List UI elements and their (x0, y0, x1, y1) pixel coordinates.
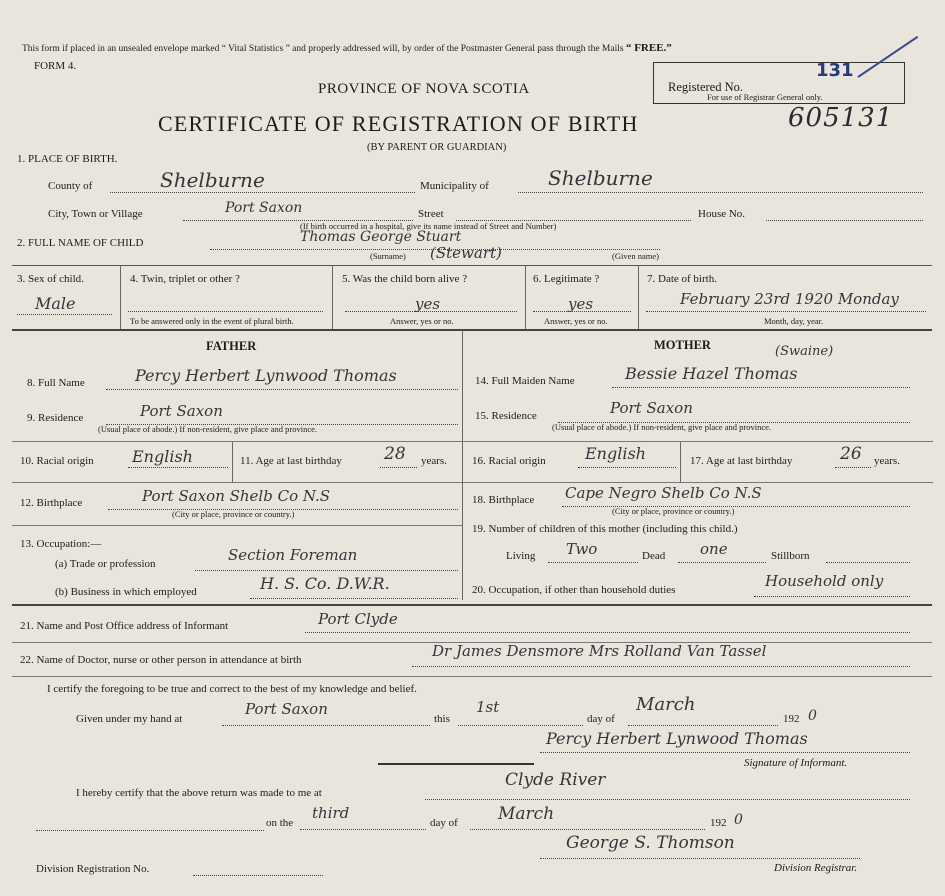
dead-label: Dead (642, 550, 666, 562)
free-label: “ FREE.” (625, 42, 672, 54)
certificate-subtitle: (BY PARENT OR GUARDIAN) (367, 142, 507, 153)
surname-label: (Surname) (370, 251, 406, 261)
registrar-year-prefix: 192 (710, 817, 727, 829)
father-rule (12, 525, 462, 526)
dob-label: 7. Date of birth. (647, 273, 717, 285)
father-age-value: 28 (384, 444, 406, 464)
father-birthplace-value: Port Saxon Shelb Co N.S (142, 487, 331, 505)
informant-signature-label: Signature of Informant. (744, 757, 848, 769)
given-place-line (222, 725, 430, 726)
father-rule (12, 441, 462, 442)
twin-note: To be answered only in the event of plural birth. (130, 316, 294, 326)
stillborn-label: Stillborn (771, 550, 810, 562)
division-registration-label: Division Registration No. (36, 863, 150, 875)
house-no-label: House No. (698, 208, 746, 220)
mother-rule (463, 482, 933, 483)
mother-age-value: 26 (840, 444, 862, 464)
registrar-signature-line (540, 858, 860, 859)
father-birthplace-note: (City or place, province or country.) (172, 509, 295, 519)
father-name-value: Percy Herbert Lynwood Thomas (135, 366, 397, 385)
certificate-title: CERTIFICATE OF REGISTRATION OF BIRTH (158, 111, 639, 136)
parents-divider (462, 330, 463, 600)
doctor-label: 22. Name of Doctor, nurse or other person in attendance at birth (20, 654, 302, 666)
legitimate-label: 6. Legitimate ? (533, 273, 600, 285)
registered-no-value: 131 (816, 60, 854, 81)
divider (525, 266, 526, 329)
registrar-year-suffix: 0 (734, 812, 743, 828)
sex-line (17, 314, 112, 315)
father-racial-value: English (132, 447, 193, 466)
municipality-label: Municipality of (420, 180, 489, 192)
legitimate-line (533, 311, 631, 312)
informant-value: Port Clyde (318, 610, 398, 628)
mother-children-label: 19. Number of children of this mother (including this child.) (472, 523, 738, 535)
registrar-leader-line (36, 830, 264, 831)
father-trade-line (195, 570, 458, 571)
registrar-place-line (425, 799, 910, 800)
city-value: Port Saxon (225, 200, 303, 216)
month-line (628, 725, 778, 726)
given-place-value: Port Saxon (245, 700, 328, 718)
legitimate-note: Answer, yes or no. (544, 316, 608, 326)
registrar-month-value: March (498, 804, 555, 824)
father-occupation-label: 13. Occupation:— (20, 538, 102, 550)
mother-name-line (612, 387, 910, 388)
father-rule (12, 482, 462, 483)
mail-notice (22, 42, 672, 54)
registrar-day-value: third (312, 804, 350, 822)
mother-occupation-line (754, 596, 910, 597)
father-birthplace-label: 12. Birthplace (20, 497, 83, 509)
mother-racial-line (578, 467, 676, 468)
division-registrar-label: Division Registrar. (774, 862, 858, 874)
cert-month-value: March (636, 694, 696, 715)
mother-birthplace-note: (City or place, province or country.) (612, 506, 735, 516)
street-label: Street (418, 208, 444, 220)
father-racial-label: 10. Racial origin (20, 455, 94, 467)
registrar-day-of-label: day of (430, 817, 458, 829)
street-note: (If birth occurred in a hospital, give its name instead of Street and Number) (300, 221, 557, 231)
province-heading: PROVINCE OF NOVA SCOTIA (318, 81, 530, 97)
father-residence-note: (Usual place of abode.) If non-resident, give place and province. (98, 424, 318, 434)
dob-value: February 23rd 1920 Monday (680, 290, 899, 308)
mother-occupation-value: Household only (765, 572, 884, 590)
twin-label: 4. Twin, triplet or other ? (130, 273, 240, 285)
mother-name-value: Bessie Hazel Thomas (625, 364, 798, 383)
city-label: City, Town or Village (48, 208, 143, 220)
divider (120, 266, 121, 329)
dead-line (678, 562, 766, 563)
mother-racial-value: English (585, 444, 646, 463)
separator-rule (378, 763, 534, 765)
informant-line (305, 632, 910, 633)
mother-racial-label: 16. Racial origin (472, 455, 546, 467)
doctor-line (412, 666, 910, 667)
mother-maiden-extra: (Swaine) (775, 344, 834, 359)
county-value: Shelburne (160, 168, 265, 192)
divider (232, 442, 233, 482)
day-line (458, 725, 583, 726)
child-name-value: Thomas George Stuart (300, 229, 462, 245)
house-no-line (766, 220, 923, 221)
father-residence-label: 9. Residence (27, 412, 84, 424)
dead-value: one (700, 540, 728, 558)
registrar-day-line (300, 829, 426, 830)
section-rule (12, 676, 932, 677)
registrar-use-note: For use of Registrar General only. (707, 92, 823, 102)
father-age-line (380, 467, 417, 468)
alive-value: yes (415, 295, 441, 313)
dob-line (646, 311, 926, 312)
informant-signature: Percy Herbert Lynwood Thomas (546, 729, 808, 748)
father-business-value: H. S. Co. D.W.R. (260, 574, 390, 593)
father-business-label: (b) Business in which employed (55, 586, 197, 598)
mother-heading: MOTHER (654, 338, 711, 352)
certification-statement: I certify the foregoing to be true and correct to the best of my knowledge and belief. (47, 683, 417, 695)
living-line (548, 562, 638, 563)
municipality-value: Shelburne (548, 166, 653, 190)
divider (680, 442, 681, 482)
row-top-rule (12, 265, 932, 266)
given-name-label: (Given name) (612, 251, 659, 261)
divider (332, 266, 333, 329)
county-label: County of (48, 180, 93, 192)
place-of-birth-label: 1. PLACE OF BIRTH. (17, 153, 118, 165)
registrar-month-line (470, 829, 705, 830)
father-trade-value: Section Foreman (228, 546, 358, 564)
certificate-number: 605131 (788, 103, 894, 133)
day-of-label: day of (587, 713, 615, 725)
form-number: FORM 4. (34, 60, 77, 72)
father-heading: FATHER (206, 339, 257, 353)
mother-rule (463, 441, 933, 442)
divider (638, 266, 639, 329)
father-age-label: 11. Age at last birthday (240, 455, 342, 467)
father-trade-label: (a) Trade or profession (55, 558, 156, 570)
given-label: Given under my hand at (76, 713, 183, 725)
cert-year-suffix: 0 (808, 708, 817, 724)
stillborn-line (826, 562, 910, 563)
registrar-signature: George S. Thomson (566, 833, 735, 853)
alive-note: Answer, yes or no. (390, 316, 454, 326)
mother-residence-note: (Usual place of abode.) If non-resident, give place and province. (552, 422, 772, 432)
mother-residence-label: 15. Residence (475, 410, 537, 422)
sex-label: 3. Sex of child. (17, 273, 84, 285)
mail-notice-text: This form if placed in an unsealed envelope marked “ Vital Statistics ” and properly addressed will, by order of the Postmaster General pass through the Mails (22, 44, 624, 54)
county-line (110, 192, 415, 193)
father-name-line (106, 389, 458, 390)
mother-birthplace-value: Cape Negro Shelb Co N.S (565, 484, 762, 502)
father-business-line (250, 598, 458, 599)
registrar-statement: I hereby certify that the above return was made to me at (76, 787, 322, 799)
municipality-line (518, 192, 923, 193)
mother-years-label: years. (874, 455, 900, 467)
living-label: Living (506, 550, 536, 562)
registrar-place-value: Clyde River (505, 770, 606, 790)
alive-label: 5. Was the child born alive ? (342, 273, 468, 285)
mother-birthplace-label: 18. Birthplace (472, 494, 535, 506)
mother-residence-value: Port Saxon (610, 399, 693, 417)
father-racial-line (128, 467, 228, 468)
alive-line (345, 311, 517, 312)
mother-occupation-label: 20. Occupation, if other than household duties (472, 584, 676, 596)
father-years-label: years. (421, 455, 447, 467)
father-residence-value: Port Saxon (140, 402, 223, 420)
cert-day-value: 1st (476, 698, 500, 716)
child-name-label: 2. FULL NAME OF CHILD (17, 237, 144, 249)
child-surname-value: (Stewart) (430, 244, 502, 262)
living-value: Two (566, 540, 598, 558)
dob-note: Month, day, year. (764, 316, 824, 326)
registered-no-label: Registered No. (668, 80, 743, 94)
row-bottom-rule (12, 329, 932, 331)
this-label: this (434, 713, 450, 725)
cert-year-prefix: 192 (783, 713, 800, 725)
mother-age-line (835, 467, 871, 468)
division-registration-line (193, 875, 323, 876)
section-rule (12, 604, 932, 606)
father-name-label: 8. Full Name (27, 377, 85, 389)
on-the-label: on the (266, 817, 294, 829)
mother-name-label: 14. Full Maiden Name (475, 375, 575, 387)
mother-age-label: 17. Age at last birthday (690, 455, 793, 467)
twin-line (128, 311, 323, 312)
doctor-value: Dr James Densmore Mrs Rolland Van Tassel (432, 642, 767, 660)
informant-signature-line (540, 752, 910, 753)
informant-label: 21. Name and Post Office address of Informant (20, 620, 229, 632)
legitimate-value: yes (568, 295, 594, 313)
sex-value: Male (35, 294, 76, 313)
